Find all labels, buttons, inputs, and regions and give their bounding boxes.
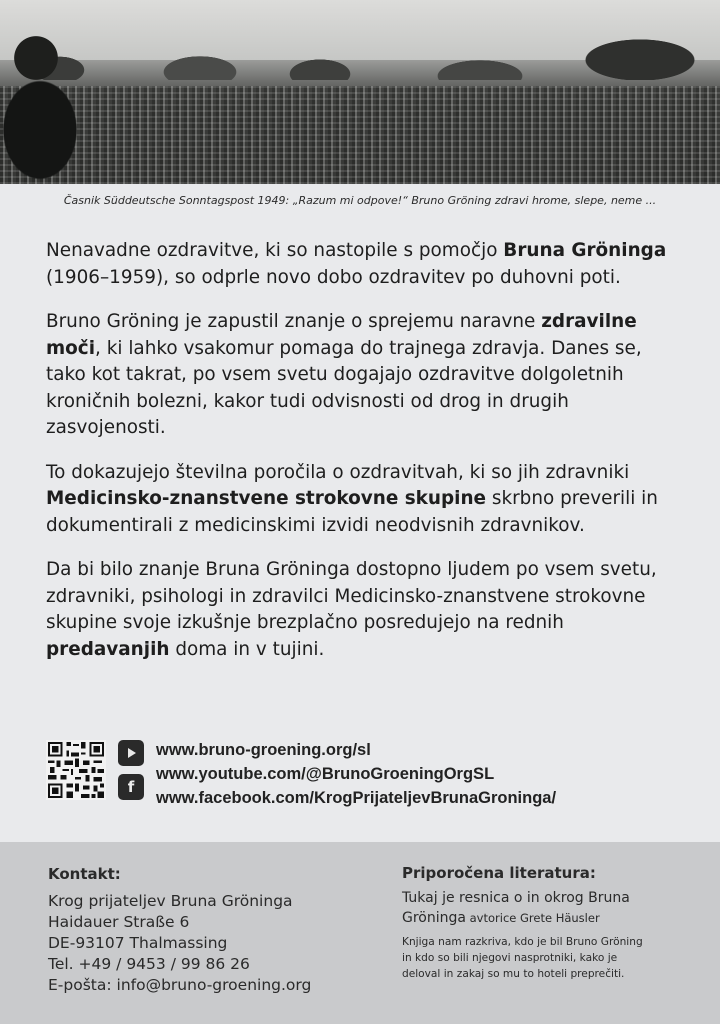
contact-line: DE-93107 Thalmassing [48, 934, 228, 952]
contact-heading: Kontakt: [48, 865, 121, 883]
contact-email[interactable]: E-pošta: info@bruno-groening.org [48, 976, 312, 994]
contact-line: Haidauer Straße 6 [48, 913, 190, 931]
facebook-icon[interactable]: f [118, 774, 144, 800]
book-description: Knjiga nam razkriva, kdo je bil Bruno Gröning in kdo so bili njegovi nasprotniki, kako je deloval in zakaj so mu to hoteli preprečiti. [402, 936, 643, 980]
link-block [46, 740, 686, 807]
literature-heading: Priporočena literatura: [402, 864, 596, 882]
footer [0, 842, 720, 1024]
url-list [156, 738, 556, 810]
youtube-link[interactable]: www.youtube.com/@BrunoGroeningOrgSL [156, 765, 495, 783]
paragraph-2: Bruno Gröning je zapustil znanje o sprejemu naravne zdravilne moči, ki lahko vsakomur pomaga do trajnega zdravja. Danes se, tako kot takrat, po vsem svetu dogajajo ozdravitve dolgoletnih kroničnih bolezni, kakor tudi odvisnosti od drog in drugih zasvojenosti. [46, 311, 642, 438]
paragraph-1: Nenavadne ozdravitve, ki so nastopile s pomočjo Bruna Gröninga (1906–1959), so odprle novo dobo ozdravitev po duhovni poti. [46, 240, 667, 288]
qr-code-icon[interactable] [46, 740, 106, 800]
literature-section [402, 864, 692, 982]
contact-line: Krog prijateljev Bruna Gröninga [48, 892, 293, 910]
website-link[interactable]: www.bruno-groening.org/sl [156, 741, 371, 759]
paragraph-3: To dokazujejo številna poročila o ozdravitvah, ki so jih zdravniki Medicinsko-znanstvene strokovne skupine skrbno preverili in dokumentirali z medicinskimi izvidi neodvisnih zdravnikov. [46, 461, 658, 536]
contact-phone: Tel. +49 / 9453 / 99 86 26 [48, 955, 250, 973]
youtube-icon[interactable] [118, 740, 144, 766]
book-title: Tukaj je resnica o in okrog Bruna Gröninga avtorice Grete Häusler [402, 890, 630, 926]
photo-caption: Časnik Süddeutsche Sonntagspost 1949: „Razum mi odpove!“ Bruno Gröning zdravi hrome, slepe, neme ... [63, 194, 657, 207]
paragraph-4: Da bi bilo znanje Bruna Gröninga dostopno ljudem po vsem svetu, zdravniki, psihologi in zdravilci Medicinsko-znanstvene strokovne skupine svoje izkušnje brezplačno posredujejo na rednih predavanjih doma in v tujini. [46, 559, 657, 660]
main-text [46, 238, 686, 681]
historical-crowd-photo [0, 0, 720, 184]
facebook-link[interactable]: www.facebook.com/KrogPrijateljevBrunaGroninga/ [156, 789, 557, 807]
contact-section [48, 864, 368, 996]
